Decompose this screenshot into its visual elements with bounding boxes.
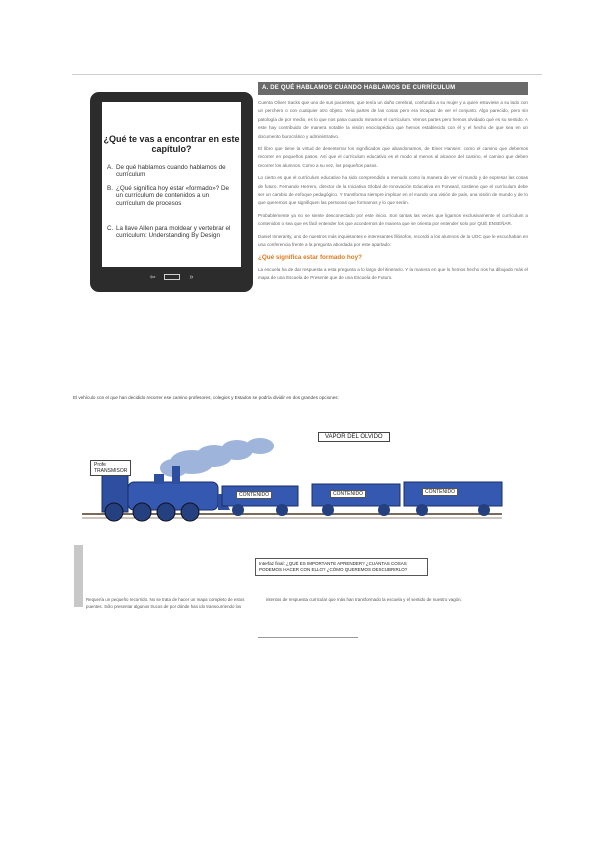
tablet-item-text: De qué hablamos cuando hablamos de currículum <box>116 164 226 179</box>
paragraph: Lo cierto es que el currículum educativo ha sido comprendido a menudo como la manera de ver el mundo y de expresar las cosas de futuro. Fernando Herrero, director de la Iniciativa Global de Innovación Educativa en Forward, sostiene que el currículum debe ser un cambio de enfoque pedagógico. Y transforma siempre implicar en el mundo una visión de país, una visión de mundo y de lo que queremos que signifiquen las personas que formamos y lo que serán. <box>258 175 528 206</box>
tablet-item-text: La llave Allen para moldear y vertebrar el curriculum: Understanding By Design <box>116 225 231 240</box>
top-rule <box>72 74 542 75</box>
tablet-item-b <box>107 185 236 207</box>
paragraph: Probablemente ya no se siente desconectado por este inicio. Son tantas las veces que ligamos exclusivamente el currículum a contenidos o sea que es fácil entender los que accedemos de manera que se orienta por entender solo por QUÉ ENSEÑAR. <box>258 212 528 227</box>
diagram-caption: El vehículo con el que han decidido recorrer ese camino profesores, colegios y Estados se podría dividir en dos grandes opciones: <box>73 395 339 400</box>
tablet-illustration <box>90 92 253 292</box>
engine-label <box>90 460 131 476</box>
wagon-label: CONTENIDO <box>422 488 458 496</box>
engine-label-line: Profe <box>94 462 106 468</box>
interface-box: Interfaz final: ¿QUÉ ES IMPORTANTE APRENDER? ¿CUÁNTAS COSAS PODEMOS HACER CON ELLO? ¿CÓMO QUEREMOS DESCUBRIRLO? <box>255 558 428 576</box>
train-diagram <box>62 420 522 530</box>
article-column <box>258 82 528 287</box>
tablet-title: ¿Qué te vas a encontrar en este capítulo? <box>103 134 240 154</box>
wagon-label: CONTENIDO <box>236 491 272 499</box>
steam-label: VAPOR DEL OLVIDO <box>318 432 390 442</box>
paragraph: La escuela ha de dar respuesta a esta pregunta a lo largo del itinerario. Y la manera en que lo hemos hecho nos ha dibujado más el mapa de una Escuela de Presente que de una Escuela de Futuro. <box>258 266 528 281</box>
gray-strip <box>74 545 83 607</box>
back-icon: ⇦ <box>149 274 156 281</box>
bottom-right-text: intentos de respuesta curricular que más han transformado la escuela y el sentido de nuestro vagón. <box>266 597 462 602</box>
paragraph: El libro que tiene la virtud de desenterrar los significados que abandonamos, de Einer Hansen: como el camino que debemos recorrer en pequeños pasos. Así que el currículum educativo es el modo al menos al alcance del camino, el camino que deben recorrer los alumnos. Como a su vez, los pequeños pasos. <box>258 146 528 168</box>
tablet-item-letter: B. <box>107 185 113 192</box>
tablet-item-letter: C. <box>107 225 114 232</box>
forward-icon: » <box>189 273 194 281</box>
wagon-label: CONTENIDO <box>330 490 366 498</box>
tablet-item-text: ¿Qué significa hoy estar «formado»? De un currículum de contenidos a un currículum de procesos <box>116 185 230 207</box>
paragraph: Cuenta Oliver Sacks que uno de sus pacientes, que tenía un daño cerebral, confundía a su mujer y a quien estuviese a su lado con un perchero o con cualquier otro objeto. Veía partes de las cosas pero era incapaz de ver el conjunto. Algo parecido, pero sin patología de por medio, es lo que nos pasa cuando miramos el currículum. Vemos partes pero hemos olvidado qué es su sentido. A este hay contribuido de manera notable la visión enciclopédica que hemos establecido con él y el hecho de que sea en un documento burocrático y administrativo. <box>258 100 528 139</box>
wagon <box>312 484 400 516</box>
section-title: A. DE QUÉ HABLAMOS CUANDO HABLAMOS DE CURRÍCULUM <box>258 82 528 95</box>
subsection-title: ¿Qué significa estar formado hoy? <box>258 253 362 261</box>
paragraph: Daniel Innerarity, uno de nuestros más inquietantes e interesantes filósofos, recordó a los alumnos de la UOC que le escuchaban en una conferencia frente a la pregunta abordada por este apartado: <box>258 233 528 248</box>
tablet-item-a <box>107 164 236 179</box>
tablet-item-c <box>107 225 236 240</box>
tablet-screen <box>102 102 241 267</box>
engine-label-line: TRANSMISOR <box>94 468 128 474</box>
bottom-left-text: Requería un pequeño recorrido. No se trata de hacer un mapa completo de estos puentes. Sólo presentar algunos trucos de por dónde han ido transcurriendo los <box>86 597 245 609</box>
tablet-item-letter: A. <box>107 164 113 171</box>
tablet-nav-bar <box>90 270 253 284</box>
bottom-rule <box>258 637 358 638</box>
home-icon <box>164 274 180 280</box>
